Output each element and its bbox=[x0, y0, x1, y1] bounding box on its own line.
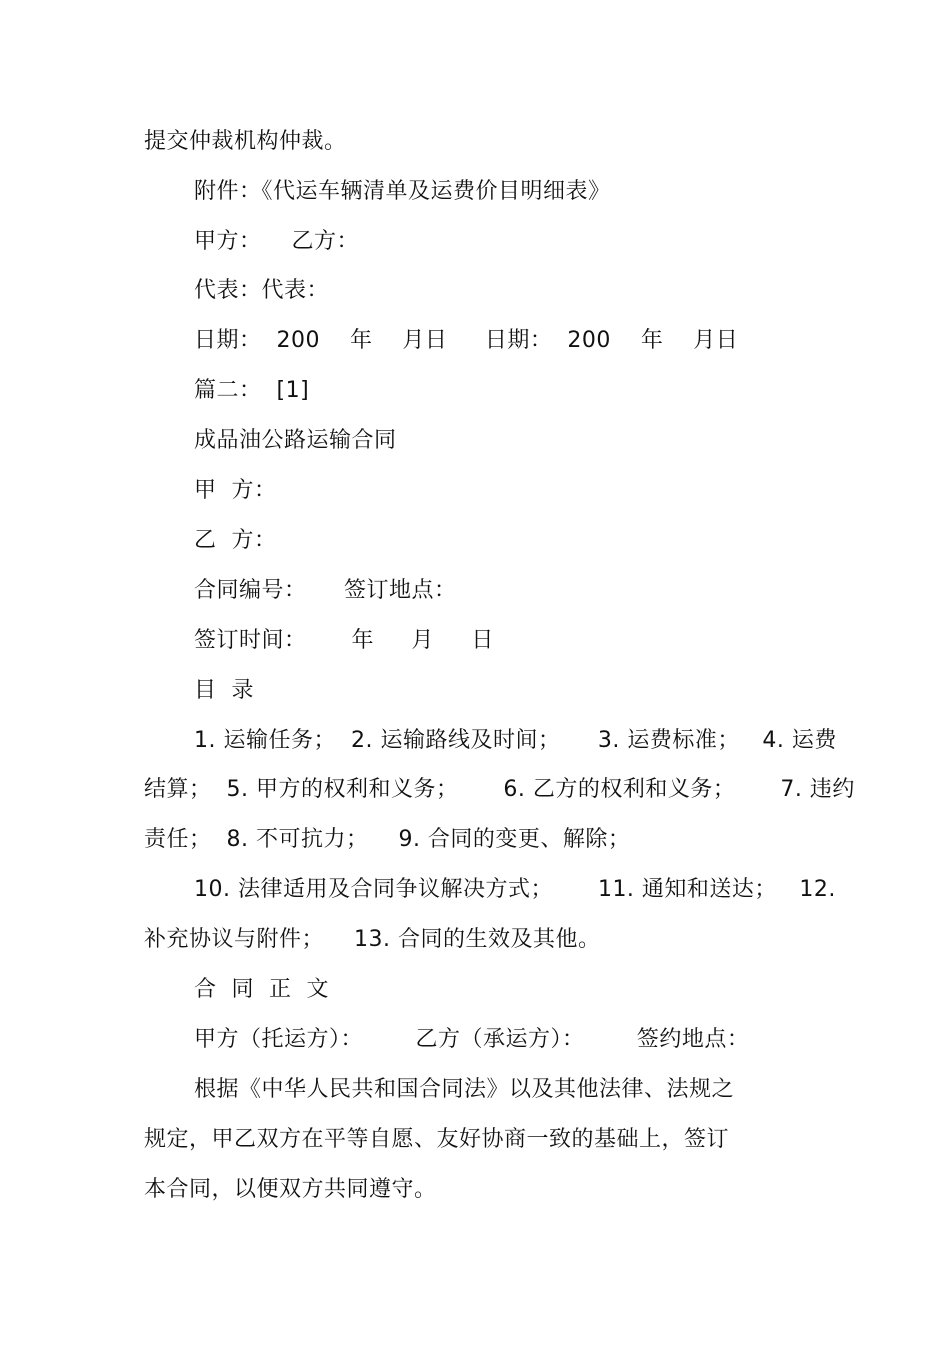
toc-line-4: 10. 法律适用及合同争议解决方式； 11. 通知和送达； 12. bbox=[194, 877, 836, 902]
toc-line-5: 补充协议与附件； 13. 合同的生效及其他。 bbox=[144, 927, 601, 952]
attachment-line: 附件：《代运车辆清单及运费价目明细表》 bbox=[194, 179, 611, 204]
body-paragraph-line-1: 根据《中华人民共和国合同法》以及其他法律、法规之 bbox=[194, 1077, 735, 1102]
toc-line-2: 结算； 5. 甲方的权利和义务； 6. 乙方的权利和义务； 7. 违约 bbox=[144, 777, 855, 802]
date-line: 日期： 200 年 月日 日期： 200 年 月日 bbox=[194, 328, 739, 353]
party-a-line: 甲 方： bbox=[194, 478, 277, 503]
toc-line-1: 1. 运输任务； 2. 运输路线及时间； 3. 运费标准； 4. 运费 bbox=[194, 728, 837, 753]
toc-heading: 目 录 bbox=[194, 678, 254, 703]
representatives-line: 代表：代表： bbox=[194, 278, 330, 303]
body-heading: 合 同 正 文 bbox=[194, 977, 329, 1002]
party-b-line: 乙 方： bbox=[194, 528, 277, 553]
toc-line-3: 责任； 8. 不可抗力； 9. 合同的变更、解除； bbox=[144, 827, 631, 852]
body-paragraph-line-2: 规定，甲乙双方在平等自愿、友好协商一致的基础上，签订 bbox=[144, 1127, 730, 1152]
parties-roles-line: 甲方（托运方）： 乙方（承运方）： 签约地点： bbox=[194, 1027, 750, 1052]
body-paragraph-line-3: 本合同，以便双方共同遵守。 bbox=[144, 1177, 437, 1202]
section-two-heading: 篇二： [1] bbox=[194, 378, 310, 403]
arbitration-line: 提交仲裁机构仲裁。 bbox=[144, 129, 347, 154]
parties-line: 甲方： 乙方： bbox=[194, 229, 359, 254]
contract-title: 成品油公路运输合同 bbox=[194, 428, 397, 453]
contract-number-line: 合同编号： 签订地点： bbox=[194, 578, 457, 603]
sign-time-line: 签订时间： 年 月 日 bbox=[194, 628, 494, 653]
